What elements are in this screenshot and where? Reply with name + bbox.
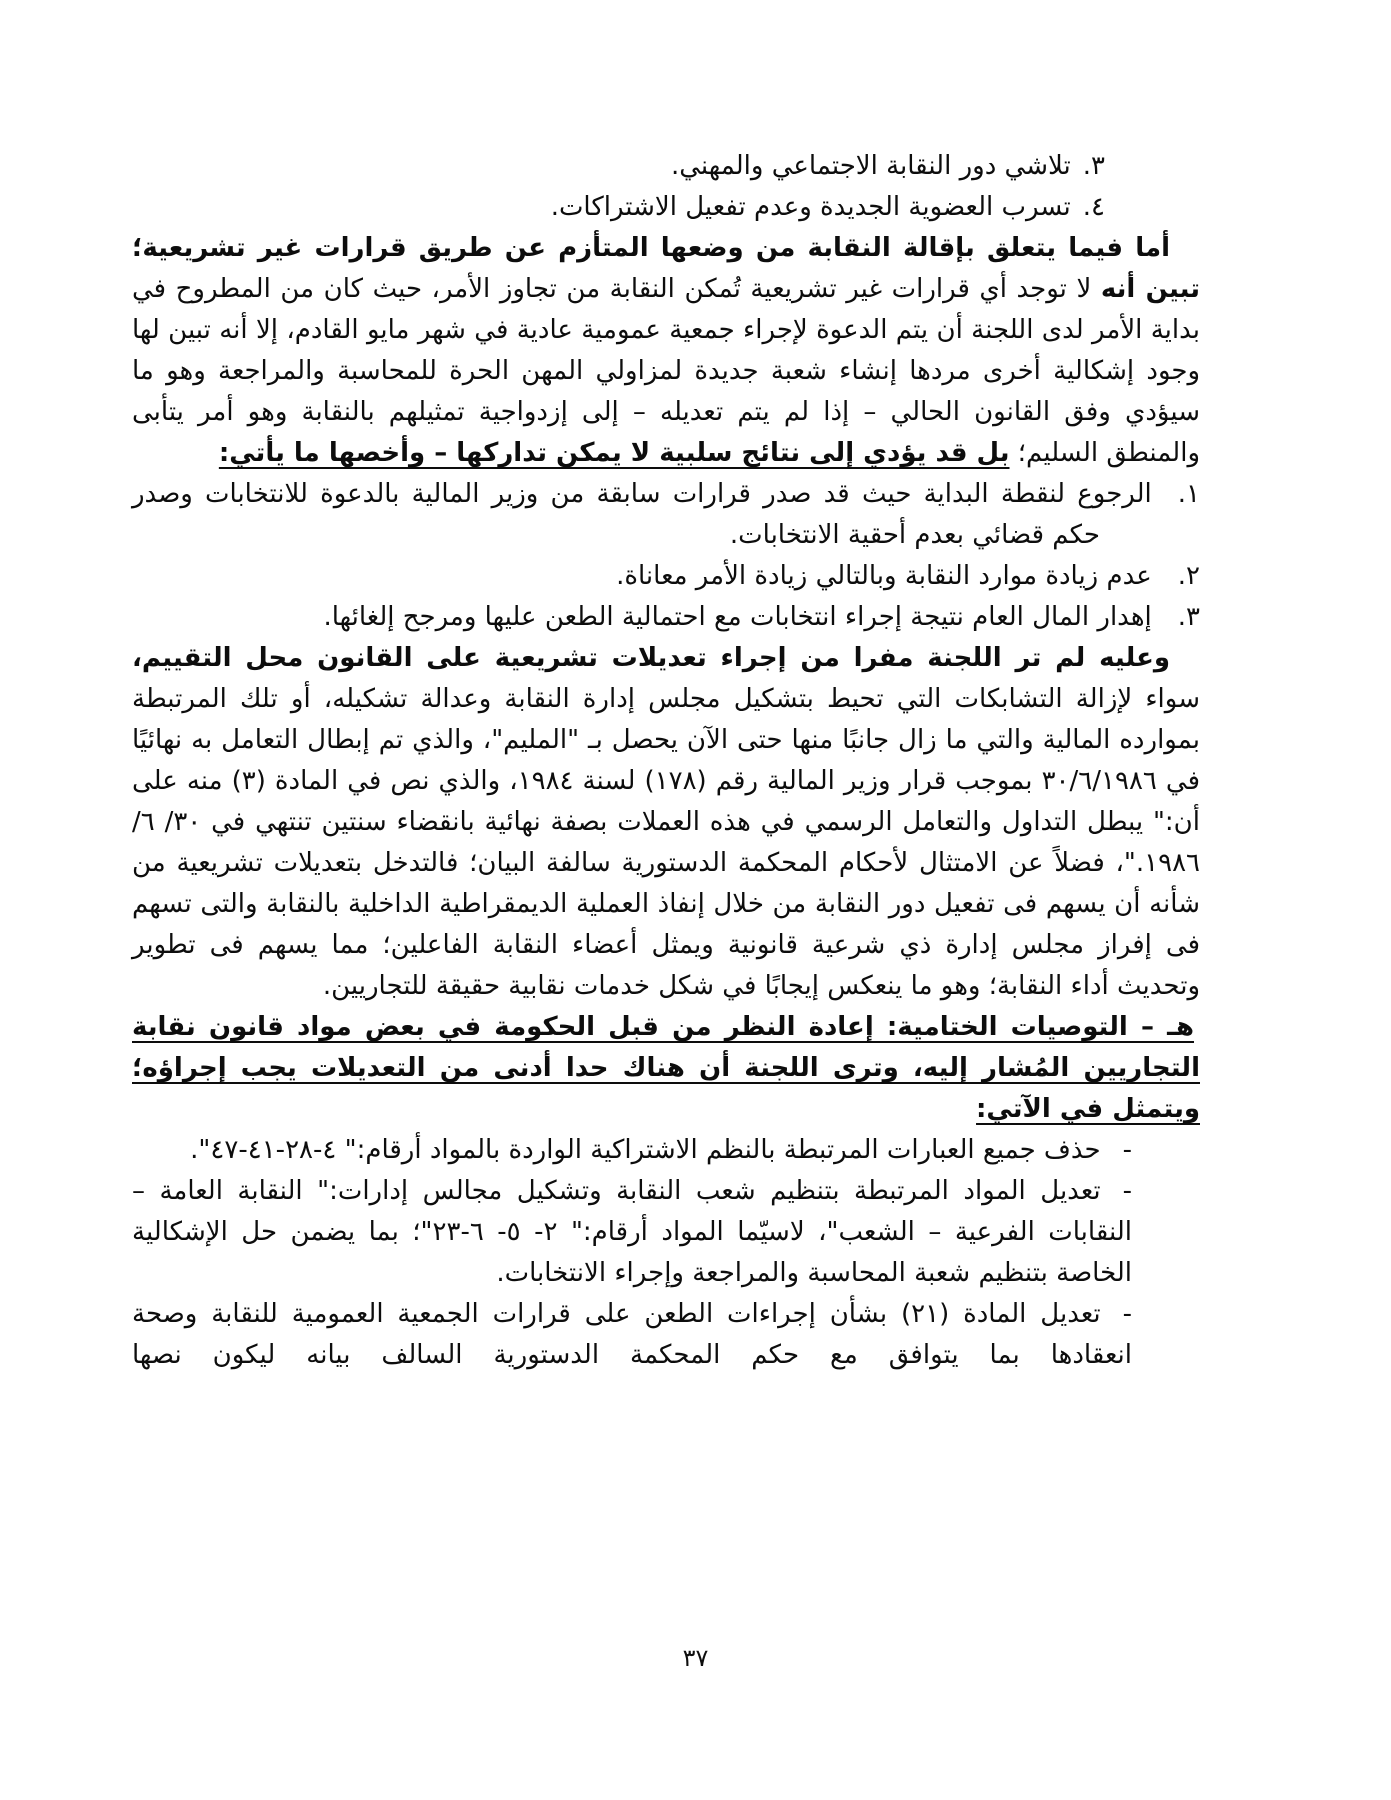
list-item	[132, 1171, 1200, 1294]
list-item	[132, 1130, 1200, 1171]
bold-lead-text: وعليه لم تر اللجنة مفرا من إجراء تعديلات تشريعية على القانون محل التقييم،	[132, 643, 1170, 673]
list-item-number: ٣.	[1082, 151, 1105, 181]
list-item-dash: -	[1122, 1176, 1132, 1206]
list-item	[132, 597, 1200, 638]
paragraph-dismissal	[132, 228, 1200, 474]
recommendations-heading: هـ – التوصيات الختامية: إعادة النظر من قبل الحكومة في بعض مواد قانون نقابة التجاريين المُشار إليه، وترى اللجنة أن هناك حدا أدنى من التعديلات يجب إجراؤه؛ ويتمثل في الآتي:	[132, 1012, 1200, 1124]
list-item-number: ٤.	[1082, 192, 1105, 222]
page-body	[132, 146, 1200, 1376]
list-item-text: عدم زيادة موارد النقابة وبالتالي زيادة الأمر معاناة.	[616, 561, 1152, 591]
list-item-text: حذف جميع العبارات المرتبطة بالنظم الاشتراكية الواردة بالمواد أرقام:" ٤-٢٨-٤١-٤٧".	[190, 1135, 1101, 1165]
list-item	[132, 146, 1200, 187]
page-number: ٣٧	[682, 1644, 709, 1672]
list-item	[132, 556, 1200, 597]
list-item-number: ١.	[1177, 479, 1200, 509]
list-item-dash: -	[1122, 1135, 1132, 1165]
dash-list-recommendations	[132, 1130, 1200, 1376]
list-item-text: تلاشي دور النقابة الاجتماعي والمهني.	[670, 151, 1071, 181]
numbered-list-top	[132, 146, 1200, 228]
list-item	[132, 187, 1200, 228]
list-item-text: تعديل المادة (٢١) بشأن إجراءات الطعن على قرارات الجمعية العمومية للنقابة وصحة انعقادها بما يتوافق مع حكم المحكمة الدستورية السالف بيانه ليكون نصها	[132, 1299, 1132, 1370]
body-text: سواء لإزالة التشابكات التي تحيط بتشكيل مجلس إدارة النقابة وعدالة تشكيله، أو تلك المرتبطة بموارده المالية والتي ما زال جانبًا منها حتى الآن يحصل بـ "المليم"، والذي تم إبطال التعامل به نهائيًا في ٣٠/٦/١٩٨٦ بموجب قرار وزير المالية رقم (١٧٨) لسنة ١٩٨٤، والذي نص في المادة (٣) منه على أن:" يبطل التداول والتعامل الرسمي في هذه العملات بصفة نهائية بانقضاء سنتين تنتهي في ٣٠/ ٦/ ١٩٨٦."، فضلاً عن الامتثال لأحكام المحكمة الدستورية سالفة البيان؛ فالتدخل بتعديلات تشريعية من شأنه أن يسهم فى تفعيل دور النقابة من خلال إنفاذ العملية الديمقراطية الداخلية بالنقابة والتى تسهم فى إفراز مجلس إدارة ذي شرعية قانونية ويمثل أعضاء النقابة الفاعلين؛ مما يسهم فى تطوير وتحديث أداء النقابة؛ وهو ما ينعكس إيجابًا في شكل خدمات نقابية حقيقة للتجاريين.	[132, 684, 1201, 1001]
body-text: لا توجد أي قرارات غير تشريعية تُمكن النقابة من تجاوز الأمر، حيث كان من المطروح في بداية الأمر لدى اللجنة أن يتم الدعوة لإجراء جمعية عمومية عادية في شهر مايو القادم، إلا أنه تبين لها وجود إشكالية أخرى مردها إنشاء شعبة جديدة لمزاولي المهن الحرة للمحاسبة والمراجعة وهو ما سيؤدي وفق القانون الحالي – إذا لم يتم تعديله – إلى إزدواجية تمثيلهم بالنقابة وهو أمر يتأبى والمنطق السليم؛	[132, 274, 1200, 468]
list-item-dash: -	[1122, 1299, 1133, 1329]
list-item	[132, 1294, 1200, 1376]
list-item-number: ٣.	[1177, 602, 1200, 632]
list-item-number: ٢.	[1177, 561, 1200, 591]
bold-lead-text: أما فيما يتعلق بإقالة النقابة من وضعها المتأزم عن طريق قرارات غير تشريعية؛ تبين أنه	[132, 233, 1201, 304]
list-item-text: تسرب العضوية الجديدة وعدم تفعيل الاشتراكات.	[550, 192, 1071, 222]
numbered-list-consequences	[132, 474, 1200, 638]
list-item-text: إهدار المال العام نتيجة إجراء انتخابات مع احتمالية الطعن عليها ومرجح إلغائها.	[323, 602, 1152, 632]
list-item	[132, 474, 1200, 556]
list-item-text: الرجوع لنقطة البداية حيث قد صدر قرارات سابقة من وزير المالية بالدعوة للانتخابات وصدر حكم قضائي بعدم أحقية الانتخابات.	[132, 479, 1152, 550]
list-item-text: تعديل المواد المرتبطة بتنظيم شعب النقابة وتشكيل مجالس إدارات:" النقابة العامة – النقابات الفرعية – الشعب"، لاسيّما المواد أرقام:" ٢- ٥- ٦-٢٣"؛ بما يضمن حل الإشكالية الخاصة بتنظيم شعبة المحاسبة والمراجعة وإجراء الانتخابات.	[132, 1176, 1132, 1288]
paragraph-amendments	[132, 638, 1200, 1007]
bold-underlined-text: بل قد يؤدي إلى نتائج سلبية لا يمكن تداركها – وأخصها ما يأتي:	[218, 438, 1010, 468]
